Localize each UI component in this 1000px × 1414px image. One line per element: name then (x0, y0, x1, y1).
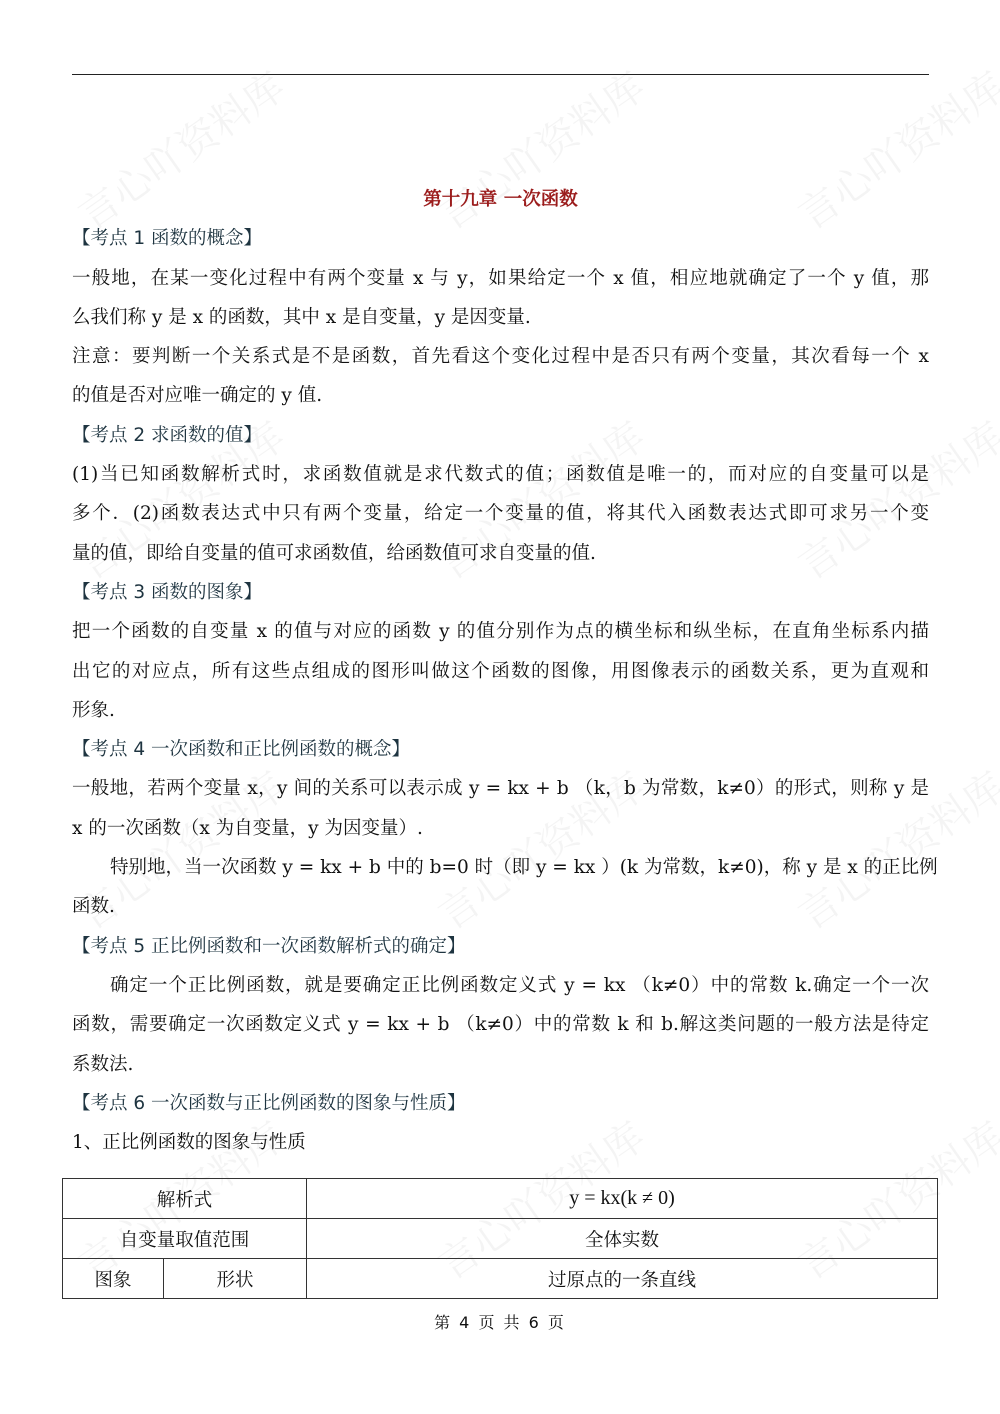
paragraph-line: 函数. (72, 896, 115, 918)
table-row (63, 1179, 938, 1219)
table-row (63, 1219, 938, 1259)
paragraph-line: 一般地，若两个变量 x，y 间的关系可以表示成 y = kx + b （k，b 为常数，k≠0）的形式，则称 y 是 (72, 778, 929, 800)
table-cell-label: 解析式 (63, 1179, 307, 1219)
paragraph-line: 量的值，即给自变量的值可求函数值，给函数值可求自变量的值. (72, 542, 596, 564)
paragraph-line: 的值是否对应唯一确定的 y 值. (72, 385, 323, 407)
section-heading: 【考点 3 函数的图象】 (72, 581, 263, 603)
section-heading: 【考点 5 正比例函数和一次函数解析式的确定】 (72, 935, 466, 957)
paragraph-line: (1)当已知函数解析式时，求函数值就是求代数式的值；函数值是唯一的，而对应的自变量可以是 (72, 464, 929, 486)
section-heading: 【考点 4 一次函数和正比例函数的概念】 (72, 739, 411, 761)
section-heading: 【考点 6 一次函数与正比例函数的图象与性质】 (72, 1092, 466, 1114)
table-cell-label: 自变量取值范围 (63, 1219, 307, 1259)
paragraph-line: 确定一个正比例函数，就是要确定正比例函数定义式 y = kx （k≠0）中的常数 k.确定一个一次 (110, 974, 929, 996)
table-row (63, 1259, 938, 1299)
paragraph-line: 特别地，当一次函数 y = kx + b 中的 b=0 时（即 y = kx ）(k 为常数，k≠0)，称 y 是 x 的正比例 (110, 857, 938, 879)
table-cell-value: y = kx(k ≠ 0) (307, 1179, 938, 1219)
paragraph-line: 出它的对应点，所有这些点组成的图形叫做这个函数的图像，用图像表示的函数关系，更为直观和 (72, 660, 929, 682)
paragraph-line: x 的一次函数（x 为自变量，y 为因变量）. (72, 817, 423, 839)
page-footer: 第 4 页 共 6 页 (434, 1313, 566, 1332)
content (72, 180, 938, 1162)
paragraph-line: 注意：要判断一个关系式是不是函数，首先看这个变化过程中是否只有两个变量，其次看每一个 x (72, 346, 929, 368)
paragraph-line: 多个．(2)函数表达式中只有两个变量，给定一个变量的值，将其代入函数表达式即可求另一个变 (72, 503, 929, 525)
table-cell-value: 过原点的一条直线 (307, 1259, 938, 1299)
paragraph-line: 系数法. (72, 1053, 134, 1075)
header-rule (72, 74, 929, 75)
section-heading: 【考点 1 函数的概念】 (72, 228, 263, 250)
paragraph-line: 么我们称 y 是 x 的函数，其中 x 是自变量，y 是因变量. (72, 306, 531, 328)
table-cell-label: 图象 (63, 1259, 164, 1299)
chapter-title: 第十九章 一次函数 (423, 189, 578, 210)
paragraph-line: 把一个函数的自变量 x 的值与对应的函数 y 的值分别作为点的横坐标和纵坐标，在直角坐标系内描 (72, 621, 929, 643)
table-cell-sublabel: 形状 (164, 1259, 307, 1299)
table-cell-value: 全体实数 (307, 1219, 938, 1259)
paragraph-line: 一般地，在某一变化过程中有两个变量 x 与 y，如果给定一个 x 值，相应地就确定了一个 y 值，那 (72, 267, 929, 289)
section-heading: 【考点 2 求函数的值】 (72, 424, 263, 446)
paragraph-line: 函数，需要确定一次函数定义式 y = kx + b （k≠0）中的常数 k 和 b.解这类问题的一般方法是待定 (72, 1014, 929, 1036)
proportional-function-table (62, 1178, 938, 1299)
paragraph-line: 1、正比例函数的图象与性质 (72, 1132, 306, 1154)
paragraph-line: 形象. (72, 699, 115, 721)
